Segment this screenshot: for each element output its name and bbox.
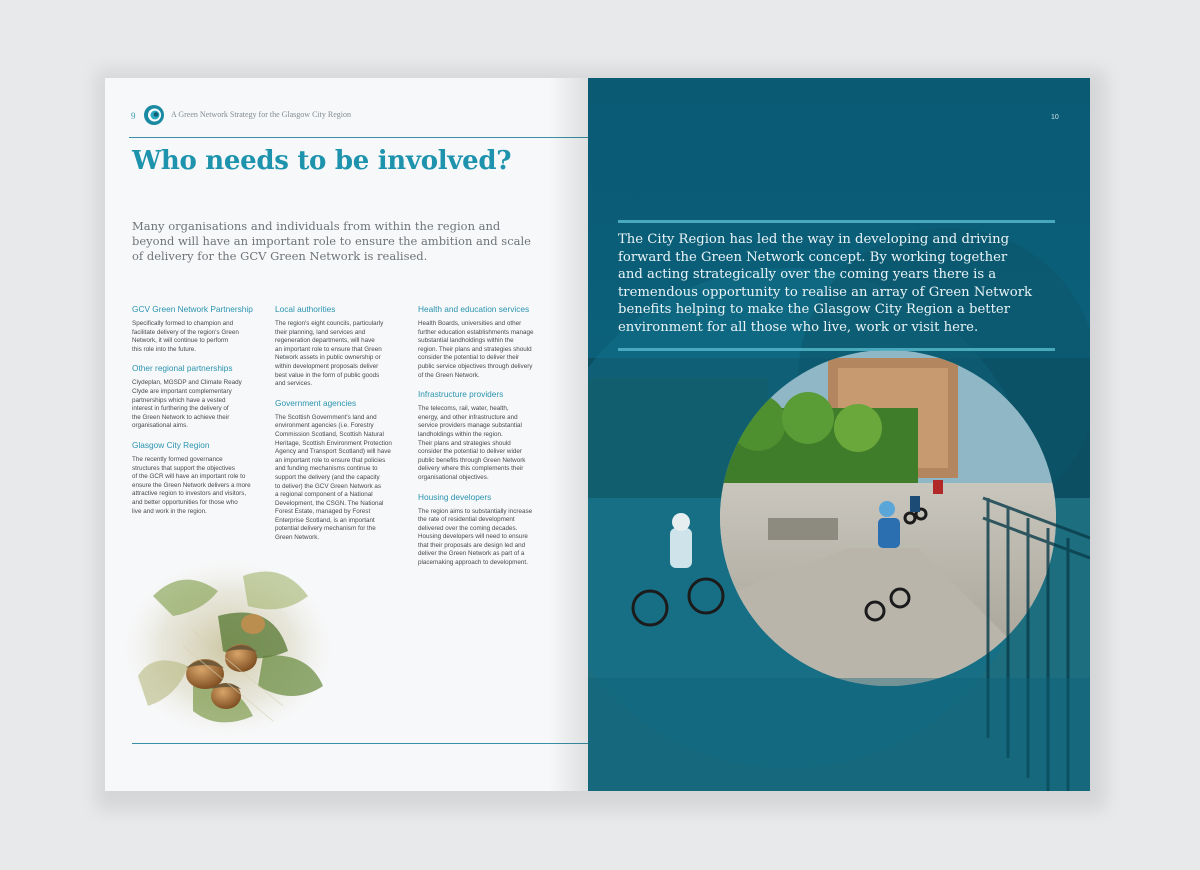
body-line: consider the potential to deliver their (418, 354, 520, 362)
quote-line: forward the Green Network concept. By working together (618, 249, 1008, 265)
body-line: The region aims to substantially increase (418, 507, 533, 515)
section-body (418, 508, 548, 568)
page-header (131, 104, 561, 128)
left-page (105, 78, 588, 791)
quote-line: and acting strategically over the coming years there is a (618, 267, 997, 283)
page-number: 9 (131, 111, 136, 121)
acorn-illustration (123, 556, 333, 736)
body-line: delivered over the coming decades. (418, 524, 518, 532)
section-title: GCV Green Network Partnership (132, 304, 253, 314)
body-line: organisational objectives. (418, 473, 489, 481)
body-line: a regional component of a National (275, 491, 373, 499)
quote-line: tremendous opportunity to realise an array of Green Network (618, 284, 1032, 300)
body-line: Heritage, Scottish Environment Protection (275, 439, 392, 447)
body-line: potential delivery mechanism for the (275, 525, 376, 533)
body-line: Network, it will continue to perform (132, 337, 229, 345)
text-column-1 (132, 304, 262, 525)
section-title: Government agencies (275, 397, 357, 408)
body-line: Commission Scotland, Scottish Natural (275, 430, 384, 438)
intro-paragraph: Many organisations and individuals from within the region and beyond will have an important role to ensure the ambition and scale of delivery for the GCV Green Network is realised. (132, 219, 531, 263)
body-line: attractive region to investors and visitors, (132, 490, 247, 498)
body-line: public service objectives through delivery (418, 362, 533, 370)
quote-rule-top (618, 220, 1055, 223)
body-line: placemaking approach to development. (418, 559, 528, 567)
body-line: and funding mechanisms continue to (275, 465, 378, 473)
section-body (275, 320, 405, 389)
body-line: The region's eight councils, particularly (275, 320, 384, 327)
document-title: A Green Network Strategy for the Glasgow City Region (171, 110, 351, 119)
body-line: an important role to ensure that Green (275, 345, 382, 353)
quote-line: benefits helping to make the Glasgow City Region a better (618, 302, 1010, 318)
body-line: facilitate delivery of the region's Green (132, 328, 239, 336)
header-divider (129, 137, 588, 138)
text-column-3 (418, 304, 548, 577)
body-line: partnerships which have a vested (132, 396, 226, 404)
page-number: 10 (1051, 114, 1059, 121)
body-line: Clyde are important complementary (132, 387, 232, 395)
body-line: Clydeplan, MGSDP and Climate Ready (132, 379, 242, 387)
body-line: Green Network. (275, 534, 320, 542)
section-body (132, 320, 262, 354)
body-line: best value in the form of public goods (275, 371, 380, 379)
page-fold-shade (548, 78, 588, 791)
body-line: structures that support the objectives (132, 464, 235, 472)
body-line: and better opportunities for those who (132, 498, 238, 506)
body-line: deliver the Green Network as part of a (418, 550, 525, 558)
section-title: Other regional partnerships (132, 363, 233, 374)
body-line: The telecoms, rail, water, health, (418, 405, 509, 413)
footer-divider (132, 743, 588, 744)
body-line: Agency and Transport Scotland) will have (275, 448, 391, 456)
body-line: of the GCR will have an important role to (132, 473, 246, 481)
body-line: The recently formed governance (132, 455, 223, 463)
section-body (132, 456, 262, 516)
body-line: further education establishments manage (418, 328, 534, 336)
cyclists-photo (588, 78, 1090, 791)
quote-rule-bottom (618, 348, 1055, 351)
body-line: of the Green Network. (418, 371, 480, 379)
body-line: interest in furthering the delivery of (132, 405, 229, 413)
right-page (588, 78, 1090, 791)
body-line: the Green Network to achieve their (132, 413, 230, 421)
body-line: live and work in the region. (132, 507, 207, 515)
body-line: Health Boards, universities and other (418, 320, 522, 327)
body-line: their planning, land services and (275, 328, 366, 336)
body-line: ensure the Green Network delivers a more (132, 481, 251, 489)
body-line: Specifically formed to champion and (132, 320, 234, 327)
body-line: an important role to ensure that policies (275, 456, 386, 464)
quote-line: The City Region has led the way in developing and driving (618, 232, 1010, 247)
section-body (418, 320, 548, 380)
section-title: Health and education services (418, 304, 530, 314)
section-body (132, 379, 262, 431)
page-title: Who needs to be involved? (132, 146, 512, 176)
circle-logo-icon (143, 104, 165, 126)
body-line: region. Their plans and strategies should (418, 345, 532, 353)
body-line: Network assets in public ownership or (275, 354, 381, 362)
section-title: Infrastructure providers (418, 389, 504, 400)
body-line: public benefits through Green Network (418, 456, 526, 464)
body-line: within development proposals deliver (275, 362, 379, 370)
body-line: Housing developers will need to ensure (418, 533, 528, 541)
body-line: support the delivery (and the capacity (275, 473, 380, 481)
body-line: consider the potential to deliver wider (418, 448, 522, 456)
body-line: The Scottish Government's land and (275, 413, 377, 421)
text-column-2 (275, 304, 405, 552)
body-line: service providers manage substantial (418, 422, 522, 430)
body-line: delivery where this complements their (418, 465, 524, 473)
body-line: regeneration departments, will have (275, 337, 375, 345)
body-line: Forest Estate, managed by Forest (275, 508, 371, 516)
body-line: landholdings within the region. (418, 430, 503, 438)
body-line: the rate of residential development (418, 516, 515, 524)
body-line: Enterprise Scotland, is an important (275, 516, 375, 524)
section-body (418, 405, 548, 482)
section-title: Housing developers (418, 491, 492, 502)
body-line: organisational aims. (132, 422, 189, 430)
body-line: this role into the future. (132, 345, 197, 353)
body-line: to deliver) the GCV Green Network as (275, 482, 382, 490)
section-title: Local authorities (275, 304, 336, 314)
quote-line: environment for all those who live, work or visit here. (618, 319, 979, 335)
body-line: environment agencies (i.e. Forestry (275, 422, 374, 430)
body-line: energy, and other infrastructure and (418, 413, 518, 421)
pull-quote (618, 231, 1058, 337)
section-body (275, 414, 405, 543)
body-line: that their proposals are design led and (418, 541, 526, 549)
body-line: substantial landholdings within the (418, 337, 514, 345)
body-line: Development, the CSGN. The National (275, 499, 384, 507)
body-line: and services. (275, 380, 313, 388)
section-title: Glasgow City Region (132, 439, 210, 450)
body-line: Their plans and strategies should (418, 439, 511, 447)
